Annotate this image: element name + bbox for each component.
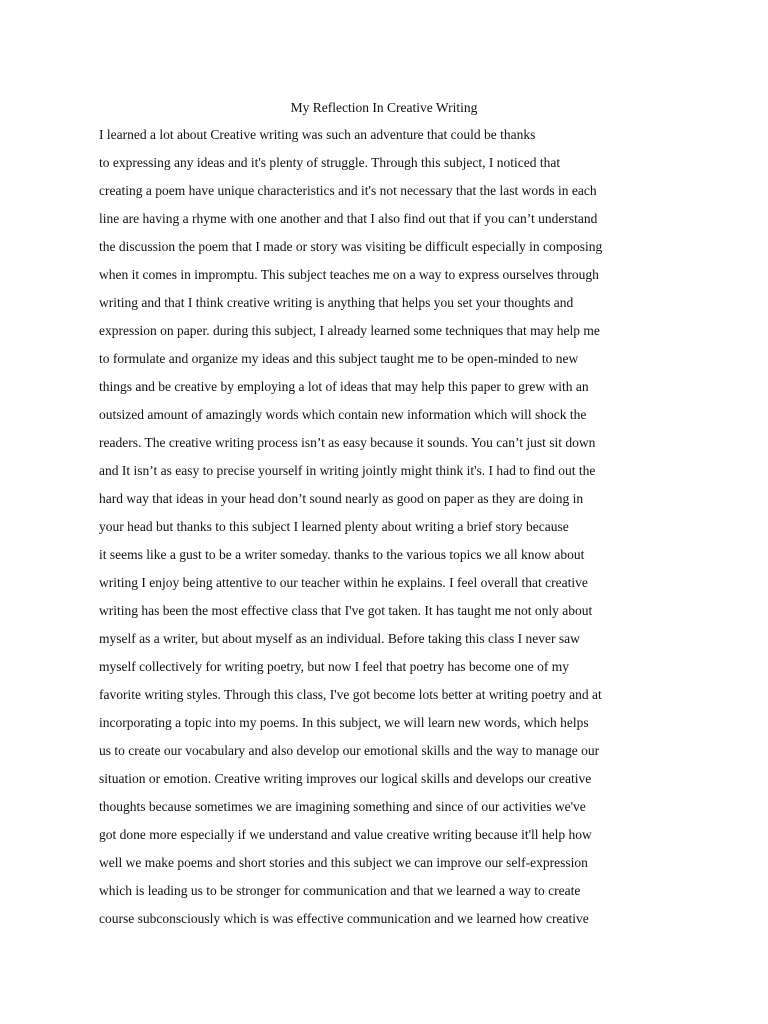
body-text [99, 126, 679, 938]
text-line: which is leading us to be stronger for communication and that we learned a way to create [99, 883, 581, 898]
text-line: to expressing any ideas and it's plenty of struggle. Through this subject, I noticed that [99, 155, 561, 170]
text-line: well we make poems and short stories and this subject we can improve our self-expression [99, 855, 588, 870]
text-line: and It isn’t as easy to precise yourself in writing jointly might think it's. I had to find out the [99, 463, 596, 478]
text-line: course subconsciously which is was effective communication and we learned how creative [99, 911, 589, 926]
text-line: when it comes in impromptu. This subject teaches me on a way to express ourselves through [99, 267, 599, 282]
text-line: situation or emotion. Creative writing improves our logical skills and develops our creative [99, 771, 592, 786]
text-line: hard way that ideas in your head don’t sound nearly as good on paper as they are doing in [99, 491, 584, 506]
text-line: thoughts because sometimes we are imagining something and since of our activities we've [99, 799, 586, 814]
page-title: My Reflection In Creative Writing [290, 100, 478, 115]
text-line: creating a poem have unique characteristics and it's not necessary that the last words in each [99, 183, 597, 198]
text-line: to formulate and organize my ideas and this subject taught me to be open-minded to new [99, 351, 579, 366]
text-line: the discussion the poem that I made or story was visiting be difficult especially in composing [99, 239, 603, 254]
text-line: I learned a lot about Creative writing was such an adventure that could be thanks [99, 127, 536, 142]
text-line: incorporating a topic into my poems. In this subject, we will learn new words, which helps [99, 715, 589, 730]
text-line: myself collectively for writing poetry, but now I feel that poetry has become one of my [99, 659, 569, 674]
text-line: things and be creative by employing a lot of ideas that may help this paper to grew with an [99, 379, 589, 394]
text-line: line are having a rhyme with one another and that I also find out that if you can’t understand [99, 211, 598, 226]
text-line: expression on paper. during this subject, I already learned some techniques that may help me [99, 323, 600, 338]
text-line: your head but thanks to this subject I learned plenty about writing a brief story because [99, 519, 569, 534]
text-line: outsized amount of amazingly words which contain new information which will shock the [99, 407, 587, 422]
text-line: got done more especially if we understand and value creative writing because it'll help how [99, 827, 592, 842]
text-line: writing and that I think creative writing is anything that helps you set your thoughts and [99, 295, 574, 310]
text-line: myself as a writer, but about myself as an individual. Before taking this class I never saw [99, 631, 580, 646]
text-line: writing I enjoy being attentive to our teacher within he explains. I feel overall that creative [99, 575, 588, 590]
text-line: readers. The creative writing process isn’t as easy because it sounds. You can’t just sit down [99, 435, 596, 450]
text-line: us to create our vocabulary and also develop our emotional skills and the way to manage our [99, 743, 600, 758]
text-line: it seems like a gust to be a writer someday. thanks to the various topics we all know about [99, 547, 585, 562]
text-line: writing has been the most effective class that I've got taken. It has taught me not only about [99, 603, 593, 618]
text-line: favorite writing styles. Through this class, I've got become lots better at writing poetry and at [99, 687, 602, 702]
